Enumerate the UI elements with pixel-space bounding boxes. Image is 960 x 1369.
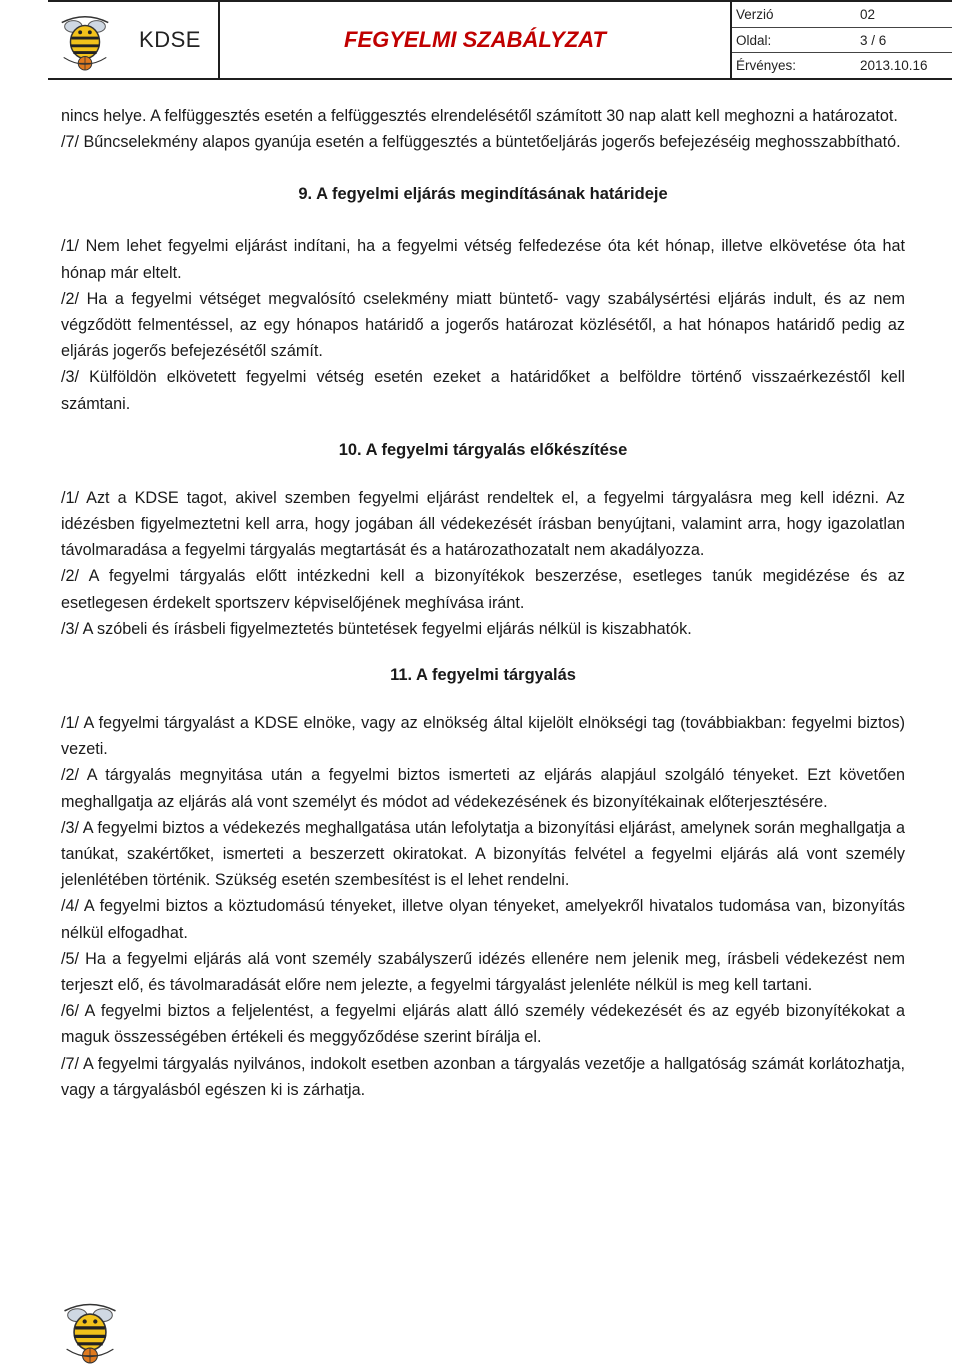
page-label: Oldal:	[736, 32, 772, 48]
document-title: FEGYELMI SZABÁLYZAT	[218, 2, 732, 78]
document-body	[61, 103, 905, 1103]
document-meta-table	[732, 2, 952, 78]
paragraph: nincs helye. A felfüggesztés esetén a felfüggesztés elrendelésétől számított 30 nap alatt kell meghozni a határozatot.	[61, 107, 898, 125]
version-value: 02	[860, 6, 876, 22]
paragraph: /3/ Külföldön elkövetett fegyelmi vétség esetén ezeket a határidőket a belföldre történő visszaérkezéstől kell számtani.	[61, 368, 905, 413]
section-heading-9: 9. A fegyelmi eljárás megindításának határideje	[298, 185, 668, 204]
valid-label: Érvényes:	[736, 58, 797, 74]
paragraph: /4/ A fegyelmi biztos a köztudomású tényeket, illetve olyan tényeket, amelyekről hivatalos tudomása van, bizonyítás nélkül elfogadhat.	[61, 897, 905, 942]
bee-mascot-logo-icon	[54, 9, 116, 71]
paragraph: /7/ A fegyelmi tárgyalás nyilvános, indokolt esetben azonban a tárgyalás vezetője a hallgatóság számát korlátozhatja, vagy a tárgyalásból egészen ki is zárhatja.	[61, 1054, 905, 1099]
section-heading-10: 10. A fegyelmi tárgyalás előkészítése	[338, 440, 628, 459]
meta-row-version	[732, 2, 952, 27]
paragraph: /3/ A fegyelmi biztos a védekezés meghallgatása után lefolytatja a bizonyítási eljárást, amelynek során meghallgatja a tanúkat, szakértőket, ismerteti a beszerzett okiratokat. A bizonyítás felvétel a fegyelmi eljárás alá vont személy jelenlétében történik. Szükség esetén szembesítést is el lehet rendelni.	[61, 818, 905, 890]
paragraph: /2/ Ha a fegyelmi vétséget megvalósító cselekmény miatt büntető- vagy szabálysértési eljárás indult, és az nem végződött felmentéssel, az egy hónapos határidő a jogerős határozat közlésétől, a hat hónapos határidő pedig az eljárás jogerős befejezésétől számít.	[61, 289, 905, 361]
organization-abbreviation: KDSE	[139, 27, 201, 52]
bee-mascot-logo-icon	[56, 1296, 124, 1364]
paragraph: /1/ Nem lehet fegyelmi eljárást indítani, ha a fegyelmi vétség felfedezése óta két hónap, illetve elkövetése óta hat hónap már eltelt.	[61, 237, 905, 282]
page-number: 3 / 6	[860, 32, 887, 48]
version-label: Verzió	[736, 6, 774, 22]
section-heading-11: 11. A fegyelmi tárgyalás	[390, 666, 576, 685]
meta-row-page	[732, 27, 952, 53]
paragraph: /2/ A fegyelmi tárgyalás előtt intézkedni kell a bizonyítékok beszerzése, esetleges tanúk megidézése és az esetlegesen érdekelt sportszerv képviselőjének meghívása iránt.	[61, 567, 905, 612]
paragraph: /6/ A fegyelmi biztos a feljelentést, a fegyelmi eljárás alatt álló személy védekezését és az egyéb bizonyítékokat a maguk összességében értékeli és meggyőződése szerint bírálja el.	[61, 1002, 905, 1047]
valid-date: 2013.10.16	[860, 58, 928, 74]
paragraph: /1/ A fegyelmi tárgyalást a KDSE elnöke, vagy az elnökség által kijelölt elnökségi tag (továbbiakban: fegyelmi biztos) vezeti.	[61, 714, 905, 759]
footer-logo	[56, 1296, 124, 1364]
document-header	[48, 0, 952, 80]
paragraph: /1/ Azt a KDSE tagot, akivel szemben fegyelmi eljárást rendeltek el, a fegyelmi tárgyalásra meg kell idézni. Az idézésben figyelmeztetni kell arra, hogy jogában áll védekezését írásban benyújtani, valamint arra, hogy igazolatlan távolmaradása a fegyelmi tárgyalás megtartását és a határozathozatalt nem akadályozza.	[61, 488, 905, 560]
paragraph: /5/ Ha a fegyelmi eljárás alá vont személy szabályszerű idézés ellenére nem jelenik meg, írásbeli védekezést nem terjeszt elő, és távolmaradását előre nem jelezte, a fegyelmi tárgyalást jelenléte nélkül is meg kell tartani.	[61, 949, 905, 995]
paragraph: /2/ A tárgyalás megnyitása után a fegyelmi biztos ismerteti az eljárás alapjául szolgáló tényeket. Ezt követően meghallgatja az eljárás alá vont személyt és módot ad védekezésének és bizonyítékainak előterjesztésére.	[61, 766, 905, 811]
paragraph: /7/ Bűncselekmény alapos gyanúja esetén a felfüggesztés a büntetőeljárás jogerős befejezéséig meghosszabbítható.	[61, 133, 901, 152]
header-logo	[48, 2, 122, 78]
paragraph: /3/ A szóbeli és írásbeli figyelmeztetés büntetések fegyelmi eljárás nélkül is kiszabhatók.	[61, 619, 692, 638]
meta-row-valid	[732, 52, 952, 78]
